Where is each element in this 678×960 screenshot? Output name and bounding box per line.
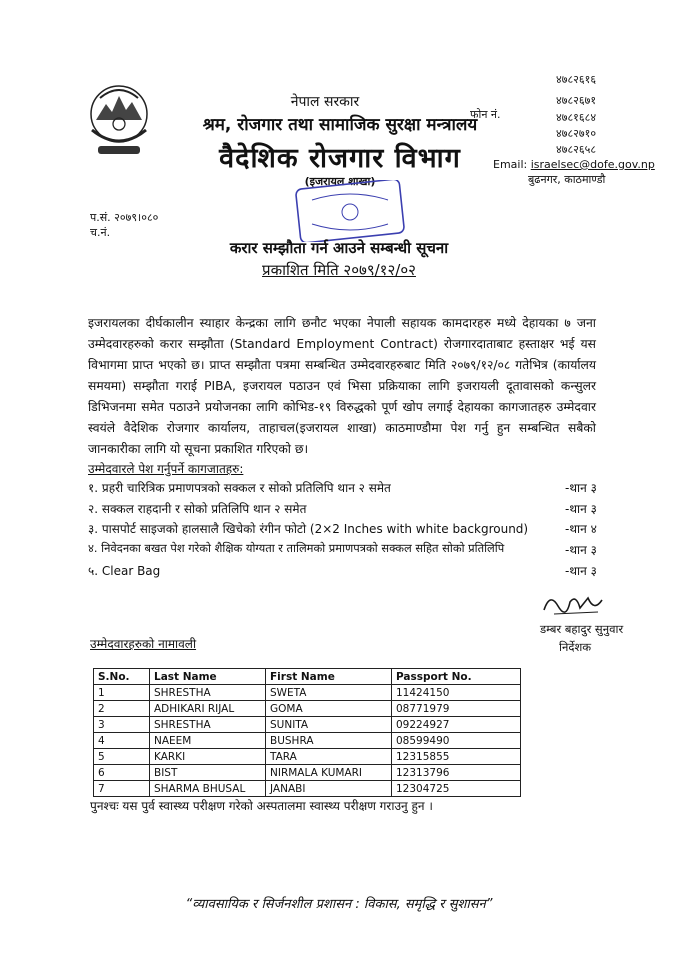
phone-number: ४७८२७१० — [556, 127, 597, 140]
table-cell: BIST — [150, 765, 266, 781]
signer-name: डम्बर बहादुर सुनुवार — [540, 622, 624, 636]
table-cell: 12315855 — [392, 749, 521, 765]
table-cell: SUNITA — [266, 717, 392, 733]
table-cell: JANABI — [266, 781, 392, 797]
table-row — [94, 701, 521, 717]
table-cell: 12313796 — [392, 765, 521, 781]
published-date: प्रकाशित मिति २०७९/१२/०२ — [262, 261, 416, 279]
column-header: S.No. — [94, 669, 150, 685]
documents-heading: उम्मेदवारले पेश गर्नुपर्ने कागजातहरु: — [88, 462, 244, 476]
table-cell: SWETA — [266, 685, 392, 701]
table-row — [94, 733, 521, 749]
document-name: १. प्रहरी चारित्रिक प्रमाणपत्रको सक्कल र सोको प्रतिलिपि थान २ समेत — [88, 481, 391, 495]
phone-number: ४७८२६७१ — [556, 94, 597, 107]
list-item — [88, 541, 608, 556]
candidates-table — [93, 668, 521, 797]
table-row — [94, 717, 521, 733]
table-row — [94, 749, 521, 765]
phone-number: ४७८२६५८ — [556, 143, 597, 156]
table-cell: 5 — [94, 749, 150, 765]
column-header: Passport No. — [392, 669, 521, 685]
table-cell: 11424150 — [392, 685, 521, 701]
table-cell: 12304725 — [392, 781, 521, 797]
table-cell: 3 — [94, 717, 150, 733]
table-header-row — [94, 669, 521, 685]
column-header: First Name — [266, 669, 392, 685]
document-quantity: -थान ३ — [565, 502, 597, 516]
email-line — [493, 158, 655, 171]
footer-motto: “व्यावसायिक र सिर्जनशील प्रशासन : विकास, समृद्धि र सुशासन” — [185, 897, 493, 912]
table-row — [94, 765, 521, 781]
postscript-note: पुनश्चः यस पुर्व स्वास्थ्य परीक्षण गरेको अस्पतालमा स्वास्थ्य परीक्षण गराउनु हुन । — [90, 799, 433, 813]
department-name: वैदेशिक रोजगार विभाग — [219, 143, 461, 174]
branch-name: (इजरायल शाखा) — [304, 175, 376, 188]
table-cell: 6 — [94, 765, 150, 781]
phone-number: ४७८१६८४ — [556, 111, 597, 124]
list-item — [88, 479, 608, 496]
email-label: Email: — [493, 158, 528, 171]
table-cell: BUSHRA — [266, 733, 392, 749]
table-cell: SHRESTHA — [150, 717, 266, 733]
document-quantity: -थान ३ — [565, 564, 597, 578]
document-name: ४. निवेदनका बखत पेश गरेको शैक्षिक योग्यता र तालिमको प्रमाणपत्रको सक्कल सहित सोको प्रतिलिपि — [88, 541, 505, 555]
table-cell: ADHIKARI RIJAL — [150, 701, 266, 717]
table-cell: 08599490 — [392, 733, 521, 749]
table-cell: 09224927 — [392, 717, 521, 733]
reference-number: प.सं. २०७९।०८० — [90, 211, 159, 224]
email-address-link[interactable]: israelsec@dofe.gov.np — [530, 158, 655, 171]
table-cell: 1 — [94, 685, 150, 701]
table-cell: 2 — [94, 701, 150, 717]
document-quantity: -थान ३ — [565, 543, 597, 557]
notice-body: इजरायलका दीर्घकालीन स्याहार केन्द्रका लागि छनौट भएका नेपाली सहायक कामदारहरु मध्ये देहायका ७ जना उम्मेदवारहरुको करार सम्झौता (Standard Employment Contract) रोजगारदाताबाट हस्ताक्षर भई यस विभागमा प्राप्त भएको छ। प्राप्त सम्झौता पत्रमा सम्बन्धित उम्मेदवारहरुबाट मिति २०७९/१२/०८ गतेभित्र (कार्यालय समयमा) सम्झौता गराई PIBA, इजरायल पठाउन एवं भिसा प्रक्रियाका लागि इजरायली दूतावासको कन्सुलर डिभिजनमा समेत पठाउने प्रयोजनका लागि कोभिड-१९ विरुद्धको पूर्ण खोप लगाई देहायका कागजातहरु उम्मेदवार स्वयंले वैदेशिक रोजगार कार्यालय, ताहाचल(इजरायल शाखा) काठमाण्डौमा पेश गर्नु हुन सम्बन्धित सबैको जानकारीका लागि यो सूचना प्रकाशित गरिएको छ। — [88, 316, 596, 456]
document-name: २. सक्कल राहदानी र सोको प्रतिलिपि थान २ समेत — [88, 502, 307, 516]
government-name: नेपाल सरकार — [290, 94, 360, 110]
notice-title: करार सम्झौता गर्न आउने सम्बन्धी सूचना — [229, 239, 449, 257]
document-name: ५. Clear Bag — [88, 564, 161, 578]
table-cell: GOMA — [266, 701, 392, 717]
document-name: ३. पासपोर्ट साइजको हालसालै खिचेको रंगीन फोटो (2×2 Inches with white background) — [88, 522, 529, 536]
table-cell: 08771979 — [392, 701, 521, 717]
ministry-name: श्रम, रोजगार तथा सामाजिक सुरक्षा मन्त्रालय — [202, 115, 478, 135]
dispatch-number: च.नं. — [90, 226, 111, 239]
nepal-emblem-icon — [84, 80, 154, 160]
table-row — [94, 781, 521, 797]
table-cell: 4 — [94, 733, 150, 749]
table-cell: SHRESTHA — [150, 685, 266, 701]
signature-icon — [540, 588, 610, 620]
office-address: बुढनगर, काठमाण्डौ — [528, 173, 606, 186]
table-row — [94, 685, 521, 701]
list-item — [88, 562, 608, 579]
table-cell: NIRMALA KUMARI — [266, 765, 392, 781]
list-item — [88, 520, 608, 537]
table-cell: TARA — [266, 749, 392, 765]
document-quantity: -थान ३ — [565, 481, 597, 495]
table-cell: 7 — [94, 781, 150, 797]
table-cell: KARKI — [150, 749, 266, 765]
phone-label: फोन नं. — [470, 108, 501, 121]
table-cell: SHARMA BHUSAL — [150, 781, 266, 797]
candidates-heading: उम्मेदवारहरुको नामावली — [90, 637, 197, 651]
table-cell: NAEEM — [150, 733, 266, 749]
document-quantity: -थान ४ — [565, 522, 597, 536]
phone-number: ४७८२६१६ — [556, 73, 597, 86]
column-header: Last Name — [150, 669, 266, 685]
signer-title: निर्देशक — [559, 640, 592, 654]
office-stamp-icon — [292, 180, 408, 242]
list-item — [88, 500, 608, 517]
